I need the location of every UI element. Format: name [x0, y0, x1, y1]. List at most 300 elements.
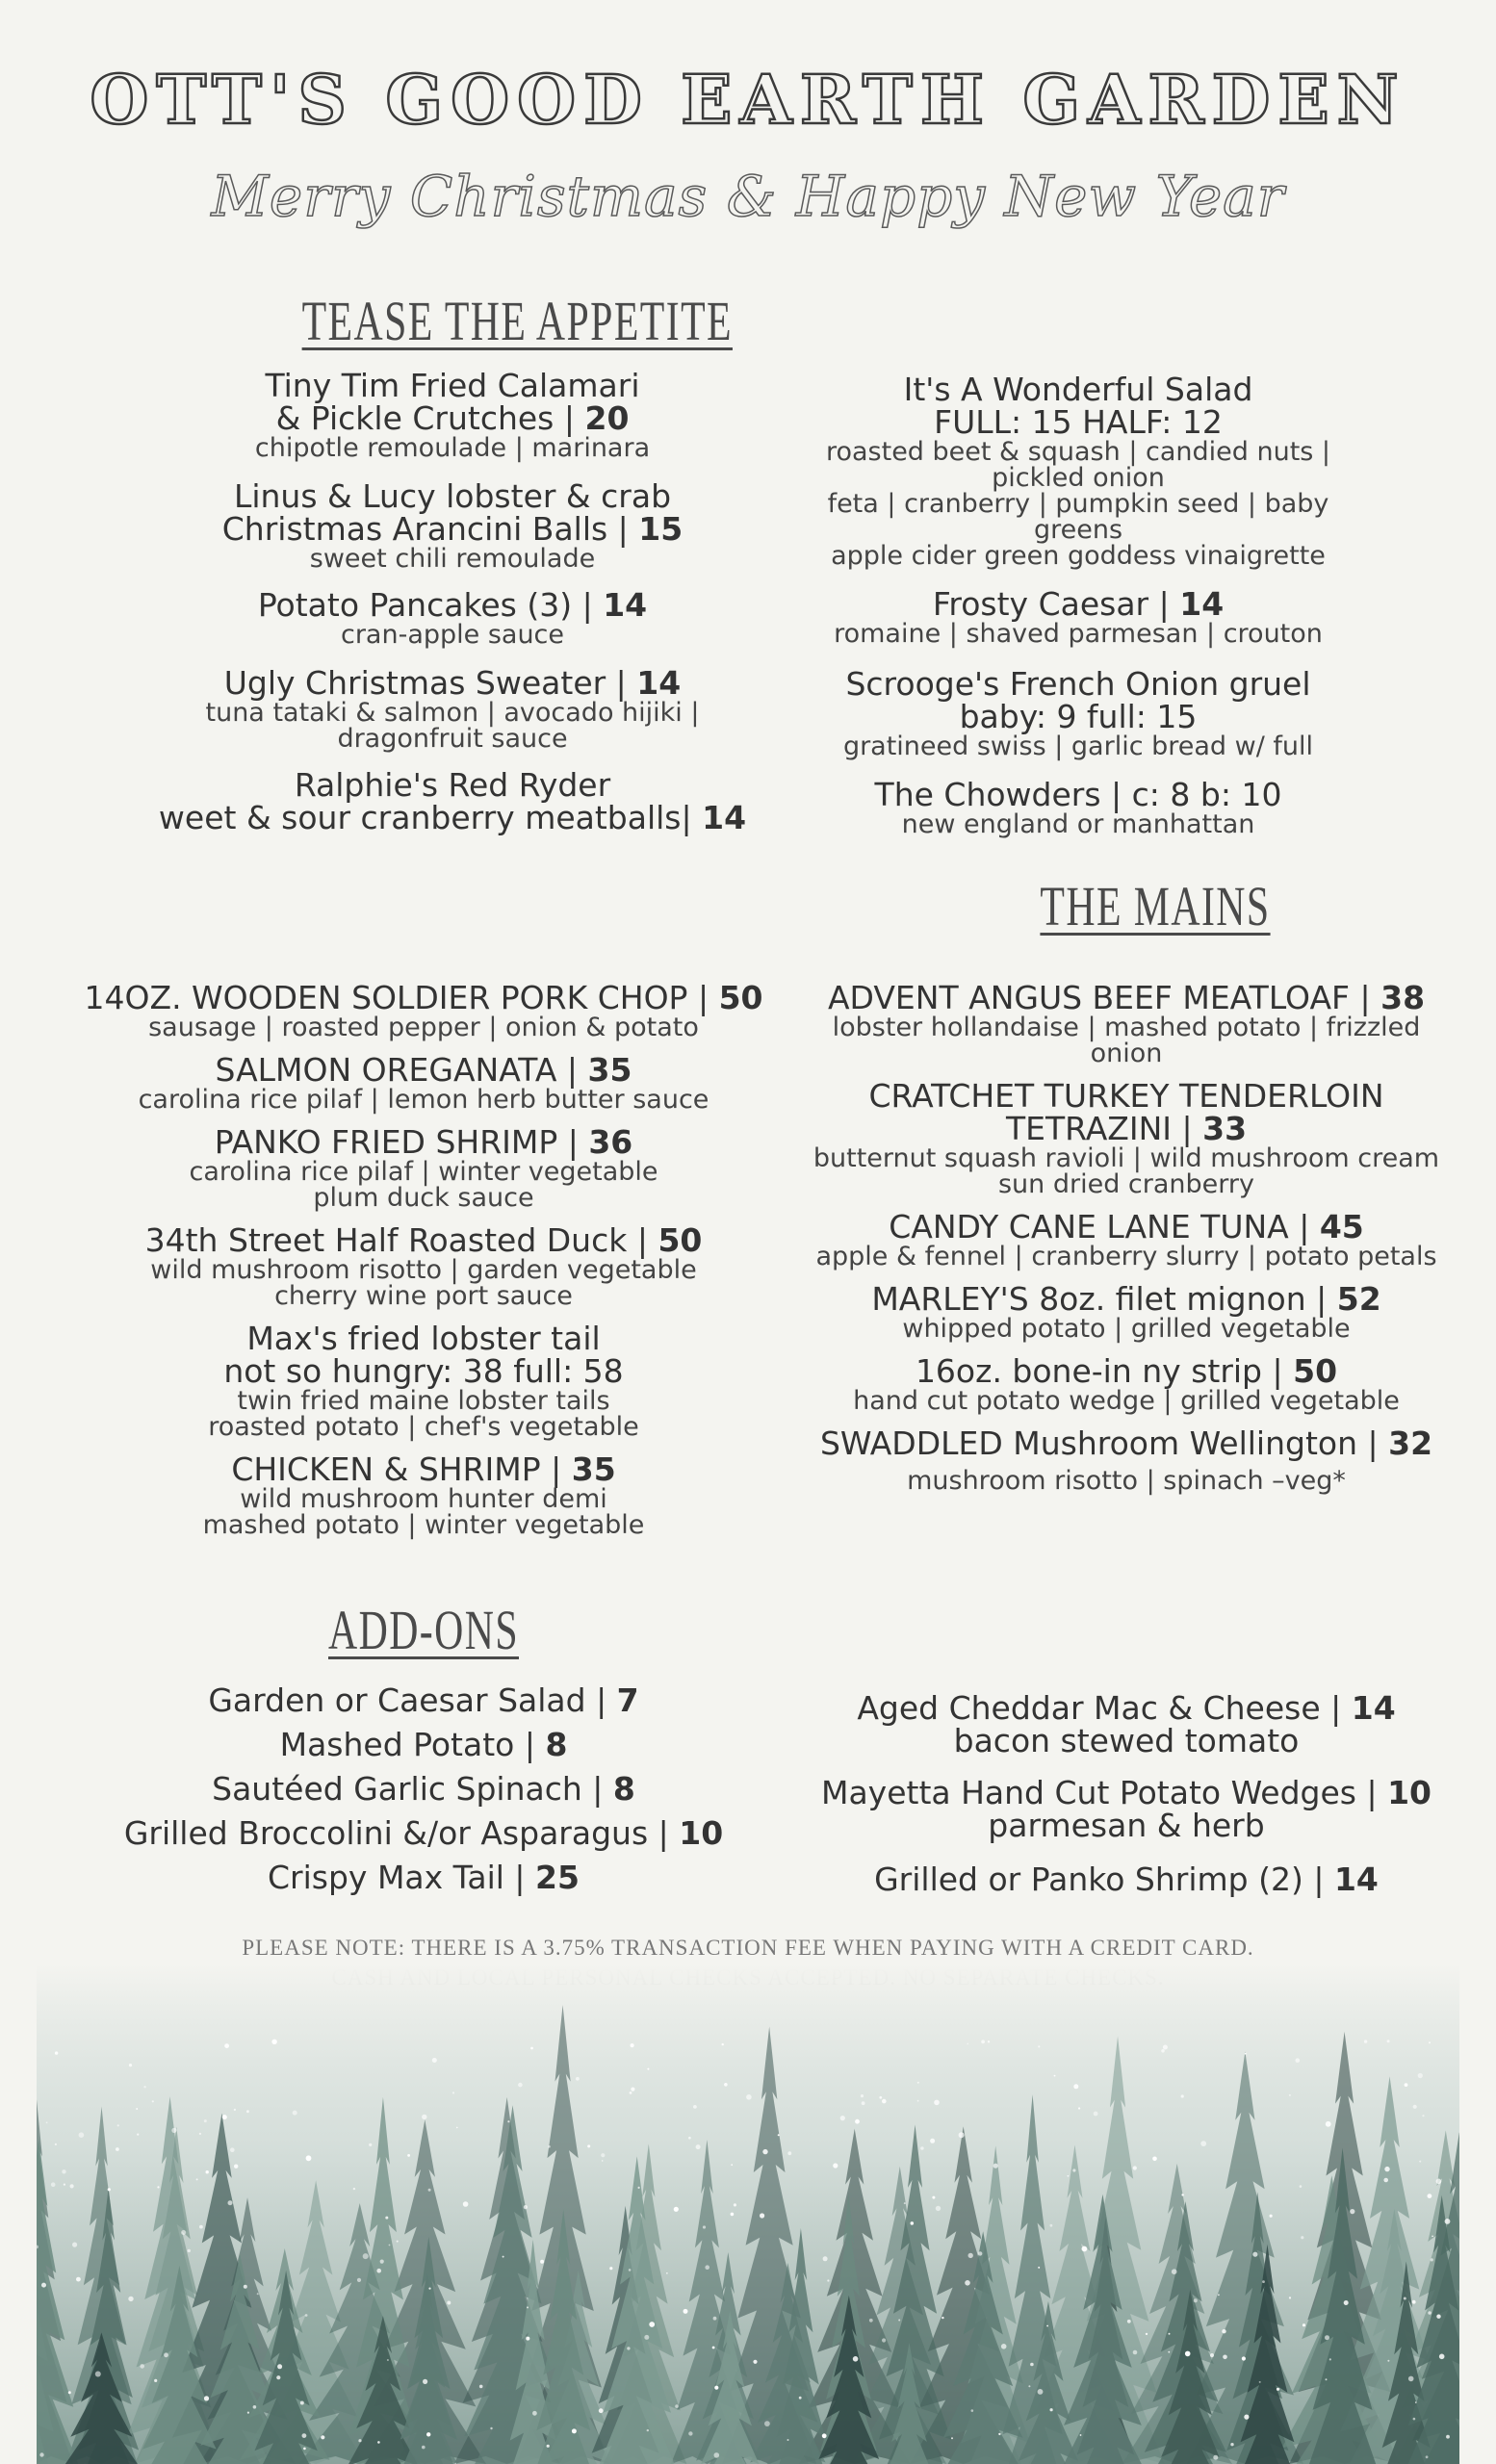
snowflake [206, 2170, 209, 2173]
snowflake [631, 2043, 634, 2047]
snowflake [693, 2105, 697, 2109]
snowflake [712, 2347, 715, 2349]
snowflake [822, 2433, 827, 2438]
snowflake [1242, 2356, 1246, 2360]
snowflake [306, 2155, 312, 2161]
snowflake [271, 2040, 276, 2044]
snowflake [1072, 2169, 1075, 2171]
snowflake [452, 2092, 454, 2093]
snowflake [1387, 2040, 1390, 2042]
snowflake [1432, 2236, 1433, 2238]
snowflake [714, 2452, 720, 2458]
snowflake [1133, 2166, 1137, 2169]
snowflake [917, 2082, 919, 2084]
snowflake [303, 2448, 306, 2451]
snowflake [932, 2196, 935, 2199]
snowflake [647, 2068, 649, 2070]
snowflake [128, 2297, 133, 2301]
snowflake [76, 2277, 81, 2282]
menu-item: Linus & Lucy lobster & crab Christmas Arancini Balls | 15 sweet chili remoulade [221, 477, 684, 574]
snowflake [967, 2043, 968, 2045]
holiday-greeting: Merry Christmas & Happy New Year [211, 164, 1285, 229]
snowflake [321, 2435, 324, 2439]
snowflake [904, 2202, 906, 2204]
snowflake [64, 2184, 65, 2186]
snowflake [1050, 2408, 1053, 2411]
snowflake [951, 2437, 953, 2439]
snowflake [833, 2163, 838, 2168]
snowflake [1325, 2335, 1329, 2340]
restaurant-title: OTT'S GOOD EARTH GARDEN [90, 60, 1406, 140]
snowflake [879, 2096, 882, 2099]
snowflake [526, 2337, 529, 2341]
snowflake [731, 2164, 733, 2166]
snowflake [507, 2120, 509, 2122]
snowflake [988, 2040, 990, 2042]
snowflake [432, 2058, 437, 2063]
snowflake [629, 2269, 632, 2272]
snowflake [688, 2137, 691, 2140]
snowflake [965, 2280, 970, 2286]
snowflake [601, 2153, 605, 2157]
snowflake [1078, 2107, 1080, 2109]
snowflake [188, 2249, 191, 2252]
snowflake [357, 2278, 361, 2282]
menu-item: CRATCHET TURKEY TENDERLOIN TETRAZINI | 33 butternut squash ravioli | wild mushroom cream sun dried cranberry [812, 1077, 1440, 1199]
snowflake [397, 2241, 399, 2243]
payment-note: PLEASE NOTE: THERE IS A 3.75% TRANSACTION FEE WHEN PAYING WITH A CREDIT CARD. [242, 1936, 1254, 1960]
snowflake [143, 2086, 145, 2088]
menu-item: It's A Wonderful Salad FULL: 15 HALF: 12 roasted beet & squash | candied nuts | pickled onion feta | cranberry | pumpkin seed | baby greens apple cider green goddess vinaigrette [825, 371, 1331, 571]
snowflake [631, 2088, 634, 2092]
snowflake [609, 2267, 612, 2270]
menu-item: Crispy Max Tail | 25 [268, 1859, 580, 1896]
menu-item: SWADDLED Mushroom Wellington | 32 mushroom risotto | spinach –veg* [819, 1424, 1433, 1496]
snowflake [753, 2360, 757, 2364]
snowflake [869, 2319, 873, 2323]
menu-item: Potato Pancakes (3) | 14 cran-apple sauce [257, 586, 648, 650]
menu-item: PANKO FRIED SHRIMP | 36 carolina rice pilaf | winter vegetable plum duck sauce [189, 1123, 658, 1213]
snowflake [204, 2396, 209, 2400]
menu-item: Mayetta Hand Cut Potato Wedges | 10 parmesan & herb [820, 1774, 1432, 1844]
snowflake [1418, 2073, 1423, 2078]
snowflake [1415, 2401, 1417, 2403]
snowflake [853, 2356, 859, 2362]
snowflake [136, 2108, 138, 2110]
snowflake [79, 2132, 85, 2138]
snowflake [1289, 2094, 1291, 2096]
snowflake [1259, 2381, 1261, 2383]
snowflake [224, 2043, 229, 2048]
snowflake [674, 2207, 679, 2212]
menu-item: Garden or Caesar Salad | 7 [208, 1681, 639, 1719]
snowflake [72, 2243, 77, 2247]
snowflake [762, 2149, 767, 2154]
snowflake [1384, 2167, 1389, 2171]
snowflake [1405, 2083, 1408, 2087]
snowflake [1436, 2179, 1442, 2185]
snowflake [861, 2094, 864, 2097]
snowflake [363, 2253, 369, 2259]
snowflake [428, 2288, 430, 2290]
snowflake [1185, 2351, 1191, 2357]
snowflake [1270, 2215, 1273, 2218]
snowflake [1326, 2121, 1331, 2127]
snowflake [369, 2143, 372, 2146]
menu-item: 34th Street Half Roasted Duck | 50 wild mushroom risotto | garden vegetable cherry wine port sauce [144, 1221, 703, 1311]
snowflake [971, 2409, 974, 2412]
snowflake [246, 2110, 249, 2113]
snowflake [722, 2043, 724, 2045]
snowflake [1426, 2455, 1429, 2458]
snowflake [46, 2121, 48, 2123]
snowflake [1436, 2315, 1440, 2319]
snowflake [524, 2205, 528, 2209]
snowflake [1146, 2333, 1148, 2335]
snowflake [157, 2186, 159, 2188]
snowflake [981, 2040, 985, 2043]
menu-item: Tiny Tim Fried Calamari & Pickle Crutches | 20 chipotle remoulade | marinara [254, 367, 651, 463]
snowflake [426, 2432, 430, 2436]
snowflake [1408, 2376, 1414, 2382]
snowflake [1127, 2320, 1131, 2323]
snowflake [862, 2101, 865, 2105]
snowflake [1412, 2300, 1416, 2304]
snowflake [1245, 2053, 1247, 2055]
snowflake [164, 2352, 168, 2357]
snowflake [1046, 2325, 1048, 2327]
addons-heading: ADD-ONS [328, 1599, 519, 1661]
snowflake [253, 2405, 257, 2409]
snowflake [276, 2375, 280, 2379]
snowflake [1028, 2385, 1030, 2387]
snowflake [199, 2133, 201, 2135]
snowflake [199, 2225, 203, 2229]
snowflake [630, 2092, 632, 2094]
snowflake [247, 2412, 249, 2414]
snowflake [518, 2083, 523, 2088]
snowflake [1082, 2246, 1088, 2252]
snowflake [230, 2147, 235, 2152]
snowflake [675, 2404, 679, 2408]
snowflake [1054, 2075, 1056, 2077]
snowflake [703, 2225, 706, 2228]
snowflake [638, 2187, 640, 2189]
menu-item: Ralphie's Red Ryder weet & sour cranberry meatballs| 14 [158, 766, 747, 836]
snowflake [1413, 2105, 1417, 2109]
snowflake [941, 2317, 943, 2319]
snowflake [746, 2094, 752, 2100]
snowflake [696, 2144, 701, 2149]
snowflake [293, 2111, 297, 2116]
snowflake [1350, 2209, 1354, 2214]
menu-item: CHICKEN & SHRIMP | 35 wild mushroom hunter demi mashed potato | winter vegetable [202, 1450, 645, 1540]
snowflake [1329, 2358, 1331, 2360]
snowflake [234, 2109, 236, 2111]
snowflake [1001, 2344, 1007, 2349]
snowflake [1431, 2258, 1433, 2261]
snowflake [422, 2115, 426, 2119]
appetizers-left-column [106, 367, 799, 836]
snowflake [1446, 2435, 1450, 2439]
snowflake [456, 2127, 458, 2129]
snowflake [599, 2408, 604, 2413]
snowflake [930, 2139, 935, 2143]
snowflake [490, 2427, 492, 2429]
snowflake [1161, 2049, 1165, 2053]
appetizers-heading: TEASE THE APPETITE [301, 290, 733, 352]
snowflake [1428, 2311, 1432, 2315]
snowflake [277, 2364, 282, 2369]
snowflake [116, 2147, 119, 2151]
snowflake [503, 2256, 504, 2258]
snowflake [572, 2428, 577, 2433]
menu-item: The Chowders | c: 8 b: 10 new england or manhattan [874, 776, 1282, 839]
snowflake [380, 2260, 384, 2264]
snowflake [376, 2269, 381, 2273]
snowflake [1152, 2157, 1157, 2162]
snowflake [196, 2178, 198, 2180]
snowflake [1344, 2300, 1349, 2305]
snowflake [385, 2217, 388, 2220]
snowflake [1038, 2267, 1040, 2269]
snowflake [684, 2309, 688, 2314]
snowflake [55, 2051, 58, 2054]
snowflake [228, 2200, 233, 2205]
snowflake [1387, 2360, 1389, 2362]
snowflake [540, 2260, 544, 2264]
snowflake [644, 2335, 649, 2340]
snowflake [353, 2188, 355, 2190]
snowflake [1169, 2333, 1171, 2335]
snowflake [882, 2338, 886, 2342]
menu-item: Grilled Broccolini &/or Asparagus | 10 [123, 1814, 724, 1852]
snowflake [302, 2433, 307, 2438]
snowflake [140, 2364, 144, 2369]
snowflake [1413, 2418, 1416, 2421]
snowflake [1230, 2443, 1233, 2446]
menu-item: MARLEY'S 8oz. filet mignon | 52 whipped potato | grilled vegetable [871, 1280, 1381, 1344]
snowflake [1303, 2323, 1305, 2326]
menu-item: Max's fried lobster tail not so hungry: 38 full: 58 twin fried maine lobster tails roasted potato | chef's vegetable [208, 1320, 639, 1442]
snowflake [602, 2160, 604, 2162]
snowflake [1168, 2351, 1170, 2353]
snowflake [548, 2145, 551, 2148]
snowflake [1300, 2185, 1303, 2188]
snowflake [724, 2083, 728, 2087]
snowflake [1428, 2194, 1432, 2198]
snowflake [234, 2165, 238, 2169]
snowflake [387, 2359, 389, 2361]
snowflake [911, 2221, 915, 2225]
snowflake [1252, 2252, 1257, 2257]
snowflake [547, 2445, 550, 2448]
snowflake [377, 2441, 380, 2444]
snowflake [422, 2446, 426, 2450]
snowflake [154, 2379, 157, 2382]
snowflake [1218, 2294, 1220, 2296]
snowflake [532, 2411, 537, 2416]
snowflake [1073, 2084, 1078, 2089]
snowflake [407, 2154, 410, 2157]
snowflake [731, 2213, 735, 2217]
snowflake [1200, 2141, 1206, 2146]
snowflake [527, 2306, 529, 2308]
snowflake [827, 2279, 829, 2281]
snowflake [734, 2203, 736, 2206]
snowflake [934, 2100, 940, 2106]
snowflake [1050, 2224, 1053, 2227]
menu-item: Sautéed Garlic Spinach | 8 [212, 1770, 635, 1808]
snowflake [428, 2189, 431, 2192]
snowflake [68, 2391, 71, 2394]
menu-item: Mashed Potato | 8 [279, 1726, 568, 1763]
menu-item: Scrooge's French Onion gruel baby: 9 full: 15 gratineed swiss | garlic bread w/ full [842, 665, 1314, 761]
snowflake [51, 2182, 56, 2187]
snowflake [70, 2184, 74, 2188]
menu-item: ADVENT ANGUS BEEF MEATLOAF | 38 lobster hollandaise | mashed potato | frizzled onion [827, 979, 1426, 1068]
snowflake [1038, 2045, 1040, 2047]
snowflake [389, 2245, 391, 2246]
snowflake [1222, 2329, 1225, 2333]
snowflake [257, 2293, 259, 2295]
menu-item: 14OZ. WOODEN SOLDIER PORK CHOP | 50 sausage | roasted pepper | onion & potato [84, 979, 763, 1042]
snowflake [1296, 2058, 1301, 2063]
snowflake [1445, 2219, 1451, 2224]
addons-left-column [77, 1681, 770, 1896]
snowflake [300, 2401, 304, 2405]
menu-item: SALMON OREGANATA | 35 carolina rice pilaf | lemon herb butter sauce [138, 1051, 709, 1115]
snowflake [968, 2253, 973, 2258]
snowflake [171, 2128, 176, 2133]
snowflake [1080, 2434, 1082, 2436]
snowflake [305, 2314, 308, 2317]
snowflake [447, 2301, 451, 2305]
snowflake [688, 2431, 692, 2435]
mains-right-column [780, 979, 1473, 1496]
snowflake [576, 2077, 580, 2081]
snowflake [1262, 2280, 1265, 2283]
snowflake [530, 2047, 533, 2050]
snowflake [1439, 2354, 1445, 2360]
snowflake [62, 2169, 65, 2173]
snowflake [181, 2230, 186, 2235]
mains-heading: THE MAINS [1040, 875, 1271, 937]
snowflake [1038, 2389, 1044, 2395]
snowflake [1326, 2378, 1328, 2380]
addons-right-column [789, 1689, 1463, 1898]
snowflake [936, 2206, 941, 2211]
snowflake [627, 2347, 630, 2349]
snowflake [649, 2322, 655, 2327]
snowflake [463, 2201, 469, 2207]
snowflake [855, 2119, 860, 2124]
snowflake [108, 2188, 111, 2191]
snowflake [358, 2439, 361, 2442]
snowflake [137, 2134, 139, 2136]
snowflake [117, 2124, 119, 2126]
snowflake [152, 2100, 154, 2102]
snowflake [222, 2115, 227, 2119]
snowflake [705, 2265, 709, 2270]
snowflake [714, 2386, 718, 2390]
snowflake [998, 2433, 1000, 2435]
snowflake [95, 2372, 101, 2377]
snowflake [1244, 2415, 1249, 2420]
snowflake [1404, 2297, 1406, 2300]
snowflake [1030, 2363, 1034, 2367]
snowflake [1383, 2178, 1388, 2183]
snowflake [1172, 2269, 1177, 2274]
snowflake [1429, 2041, 1431, 2043]
snowflake [647, 2429, 649, 2431]
snowflake [1277, 2388, 1279, 2391]
snowflake [760, 2213, 764, 2218]
snowflake [1094, 2112, 1098, 2117]
snowflake [764, 2421, 770, 2426]
snowflake [1223, 2355, 1227, 2360]
snowflake [1133, 2350, 1138, 2355]
menu-item: Frosty Caesar | 14 romaine | shaved parmesan | crouton [834, 585, 1323, 649]
snowflake [587, 2144, 590, 2147]
snowflake [41, 2283, 46, 2288]
snowflake [787, 2439, 789, 2441]
snowflake [129, 2064, 132, 2066]
snowflake [840, 2116, 845, 2120]
snowflake [920, 2146, 924, 2150]
snowflake [959, 2132, 965, 2138]
snowflake [993, 2164, 998, 2169]
mains-left-column [53, 979, 794, 1540]
menu-item: Aged Cheddar Mac & Cheese | 14 bacon stewed tomato [857, 1689, 1396, 1759]
snowflake [55, 2143, 57, 2145]
snowflake [882, 2099, 887, 2104]
snowflake [39, 2452, 43, 2456]
snowflake [823, 2256, 828, 2261]
menu-item: Ugly Christmas Sweater | 14 tuna tataki & salmon | avocado hijiki | dragonfruit sauce [205, 664, 700, 754]
snowflake [1194, 2298, 1198, 2302]
snowflake [1213, 2455, 1218, 2460]
snowflake [1419, 2161, 1421, 2163]
snowflake [1068, 2175, 1070, 2177]
snowflake [799, 2397, 802, 2400]
snowflake [204, 2119, 207, 2122]
snowflake [1289, 2297, 1291, 2298]
snowflake [244, 2285, 247, 2289]
snowflake [1210, 2353, 1214, 2357]
snowflake [1181, 2094, 1184, 2097]
snowflake [1422, 2115, 1424, 2117]
snowflake [1364, 2040, 1367, 2042]
snowflake [666, 2272, 668, 2274]
snowflake [713, 2317, 717, 2321]
snowflake [479, 2385, 483, 2389]
snowflake [423, 2379, 427, 2384]
menu-item: CANDY CANE LANE TUNA | 45 apple & fennel | cranberry slurry | potato petals [815, 1208, 1437, 1271]
appetizers-right-column [770, 373, 1386, 837]
snowflake [1163, 2045, 1168, 2050]
snowflake [917, 2100, 919, 2102]
snowflake [778, 2134, 780, 2136]
menu-item: 16oz. bone-in ny strip | 50 hand cut potato wedge | grilled vegetable [853, 1352, 1400, 1416]
menu-item: Grilled or Panko Shrimp (2) | 14 [874, 1861, 1379, 1898]
snowflake [1301, 2236, 1303, 2239]
snowflake [787, 2151, 791, 2155]
snowflake [898, 2320, 900, 2322]
pine-forest-illustration [37, 1964, 1459, 2464]
snowflake [1181, 2194, 1183, 2195]
snowflake [978, 2251, 982, 2255]
